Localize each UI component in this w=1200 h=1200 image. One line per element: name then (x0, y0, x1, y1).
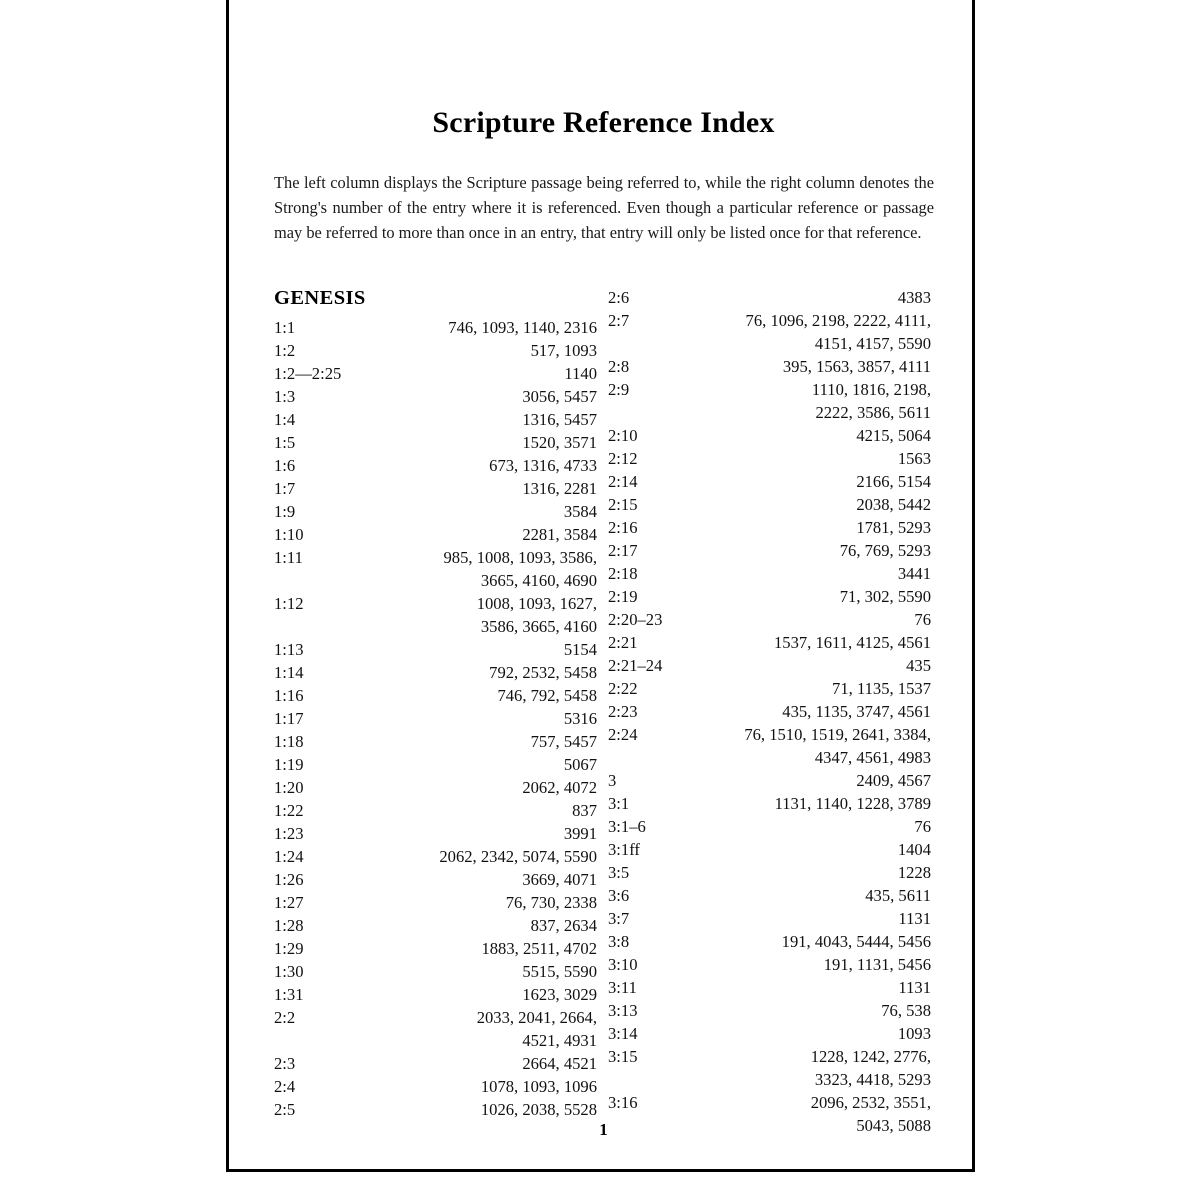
entry-strongs-numbers: 3056, 5457 (522, 387, 597, 406)
entry-strongs-numbers: 435, 5611 (865, 886, 931, 905)
entry-row (608, 861, 931, 884)
entry-row (608, 447, 931, 470)
entry-strongs-numbers: 395, 1563, 3857, 4111 (782, 357, 931, 376)
entry-strongs-numbers: 76 (914, 610, 931, 629)
entry-strongs-numbers: 1563 (897, 449, 931, 468)
entry-reference: 2:14 (608, 472, 638, 491)
entry-strongs-numbers: 191, 1131, 5456 (823, 955, 931, 974)
entry-row (274, 822, 597, 845)
entry-row (608, 539, 931, 562)
entry-strongs-numbers: 1228 (897, 863, 931, 882)
entry-strongs-numbers: 837 (572, 801, 597, 820)
entry-row (274, 707, 597, 730)
index-columns (229, 286, 978, 1135)
entry-row (274, 983, 597, 1006)
entry-strongs-numbers: 71, 302, 5590 (839, 587, 931, 606)
entry-strongs-numbers: 4215, 5064 (856, 426, 931, 445)
entry-strongs-numbers: 837, 2634 (530, 916, 597, 935)
entry-reference: 2:4 (274, 1077, 296, 1096)
entry-strongs-numbers: 1404 (897, 840, 931, 859)
entry-reference: 1:24 (274, 847, 304, 866)
entry-reference: 2:3 (274, 1054, 296, 1073)
entry-row (274, 316, 597, 339)
entry-row (608, 355, 931, 378)
entry-reference: 3:7 (608, 909, 630, 928)
entry-strongs-numbers: 3323, 4418, 5293 (814, 1070, 931, 1089)
entry-row (274, 937, 597, 960)
entry-strongs-numbers: 3669, 4071 (522, 870, 597, 889)
entry-strongs-numbers: 3665, 4160, 4690 (480, 571, 597, 590)
entry-row (274, 845, 597, 868)
entry-strongs-numbers: 757, 5457 (530, 732, 597, 751)
entry-strongs-numbers: 1078, 1093, 1096 (480, 1077, 597, 1096)
entry-row-continuation (274, 615, 597, 638)
entry-row (274, 684, 597, 707)
entry-reference: 3:11 (608, 978, 637, 997)
entry-row-continuation (274, 569, 597, 592)
entry-reference: 2:23 (608, 702, 638, 721)
entry-strongs-numbers: 76, 730, 2338 (505, 893, 597, 912)
page-frame (226, 0, 975, 1172)
entry-reference: 2:7 (608, 311, 630, 330)
entry-row (608, 769, 931, 792)
entry-reference: 1:5 (274, 433, 296, 452)
entry-reference: 3:1–6 (608, 817, 646, 836)
entry-reference: 1:2 (274, 341, 296, 360)
entry-strongs-numbers: 3441 (897, 564, 931, 583)
entry-strongs-numbers: 2281, 3584 (522, 525, 597, 544)
entry-strongs-numbers: 76, 1096, 2198, 2222, 4111, (745, 311, 931, 330)
entry-reference: 3:10 (608, 955, 638, 974)
entry-reference: 1:17 (274, 709, 304, 728)
entry-row (608, 838, 931, 861)
entry-reference: 2:19 (608, 587, 638, 606)
entry-row (608, 1045, 931, 1068)
entry-strongs-numbers: 3586, 3665, 4160 (480, 617, 597, 636)
entry-row (608, 907, 931, 930)
entry-row (274, 546, 597, 569)
entry-strongs-numbers: 1781, 5293 (856, 518, 931, 537)
entry-reference: 2:16 (608, 518, 638, 537)
entry-row (608, 700, 931, 723)
entry-strongs-numbers: 435 (906, 656, 931, 675)
entry-row (608, 286, 931, 309)
entry-reference: 2:15 (608, 495, 638, 514)
page-title: Scripture Reference Index (432, 106, 775, 139)
entry-reference: 2:21 (608, 633, 638, 652)
entry-strongs-numbers: 746, 1093, 1140, 2316 (448, 318, 597, 337)
entry-strongs-numbers: 76, 769, 5293 (839, 541, 931, 560)
page-content (229, 0, 972, 1169)
entry-row (274, 477, 597, 500)
entry-reference: 2:17 (608, 541, 638, 560)
entry-strongs-numbers: 4521, 4931 (522, 1031, 597, 1050)
entry-reference: 1:31 (274, 985, 304, 1004)
entry-reference: 1:28 (274, 916, 304, 935)
entry-row (608, 815, 931, 838)
entry-reference: 2:5 (274, 1100, 296, 1119)
entry-row (274, 868, 597, 891)
entry-row (274, 753, 597, 776)
entry-row (608, 677, 931, 700)
entry-row (608, 930, 931, 953)
intro-paragraph: The left column displays the Scripture passage being referred to, while the right column denotes the Strong's number of the entry where it is referenced. Even though a particular reference or passage may be referred to more than once in an entry, that entry will only be listed once for that reference. (274, 173, 934, 242)
entry-strongs-numbers: 5515, 5590 (522, 962, 597, 981)
entry-reference: 2:10 (608, 426, 638, 445)
entry-reference: 1:9 (274, 502, 296, 521)
book-heading-genesis: GENESIS (274, 287, 366, 309)
entry-reference: 1:2—2:25 (274, 364, 342, 383)
entry-reference: 1:20 (274, 778, 304, 797)
entry-reference: 2:18 (608, 564, 638, 583)
entry-reference: 1:3 (274, 387, 296, 406)
entry-row (274, 1098, 597, 1121)
entry-strongs-numbers: 435, 1135, 3747, 4561 (782, 702, 931, 721)
entry-reference: 1:12 (274, 594, 304, 613)
entry-strongs-numbers: 1623, 3029 (522, 985, 597, 1004)
entry-reference: 3:1ff (608, 840, 640, 859)
entry-strongs-numbers: 517, 1093 (530, 341, 597, 360)
entry-strongs-numbers: 5316 (563, 709, 597, 728)
entry-row (608, 1091, 931, 1114)
entry-row (274, 799, 597, 822)
entry-strongs-numbers: 1131 (898, 978, 931, 997)
entry-reference: 1:1 (274, 318, 296, 337)
entry-reference: 2:22 (608, 679, 638, 698)
entry-strongs-numbers: 1316, 5457 (522, 410, 597, 429)
entry-reference: 3:15 (608, 1047, 638, 1066)
entry-row (274, 408, 597, 431)
entry-row (608, 884, 931, 907)
entry-row (274, 891, 597, 914)
entry-reference: 3:5 (608, 863, 630, 882)
entry-reference: 3 (608, 771, 617, 790)
entry-strongs-numbers: 191, 4043, 5444, 5456 (781, 932, 931, 951)
entry-strongs-numbers: 2409, 4567 (856, 771, 931, 790)
entry-row (608, 999, 931, 1022)
entry-strongs-numbers: 1008, 1093, 1627, (476, 594, 597, 613)
entry-row (608, 424, 931, 447)
entry-row (608, 1022, 931, 1045)
entry-reference: 1:10 (274, 525, 304, 544)
entry-row (608, 608, 931, 631)
entry-row (274, 385, 597, 408)
entry-strongs-numbers: 1316, 2281 (522, 479, 597, 498)
entry-reference: 3:16 (608, 1093, 638, 1112)
entry-row-continuation (608, 332, 931, 355)
entry-reference: 1:29 (274, 939, 304, 958)
index-column-right (608, 286, 931, 1135)
entry-strongs-numbers: 3584 (563, 502, 597, 521)
entry-row (608, 976, 931, 999)
entry-reference: 1:4 (274, 410, 296, 429)
entry-row (274, 431, 597, 454)
entry-row (608, 470, 931, 493)
entry-reference: 1:6 (274, 456, 296, 475)
entry-reference: 2:21–24 (608, 656, 663, 675)
entry-row (274, 914, 597, 937)
entry-reference: 2:12 (608, 449, 638, 468)
entry-row (274, 592, 597, 615)
entry-reference: 1:14 (274, 663, 304, 682)
entry-reference: 3:8 (608, 932, 630, 951)
entry-list-left (274, 316, 597, 1121)
entry-reference: 1:13 (274, 640, 304, 659)
entry-row (274, 776, 597, 799)
entry-reference: 3:1 (608, 794, 630, 813)
entry-reference: 1:11 (274, 548, 303, 567)
entry-strongs-numbers: 1131, 1140, 1228, 3789 (774, 794, 931, 813)
entry-strongs-numbers: 71, 1135, 1537 (832, 679, 931, 698)
entry-strongs-numbers: 1131 (898, 909, 931, 928)
entry-row-continuation (608, 401, 931, 424)
entry-strongs-numbers: 1140 (564, 364, 597, 383)
entry-row (608, 953, 931, 976)
entry-strongs-numbers: 76 (914, 817, 931, 836)
entry-row-continuation (274, 1029, 597, 1052)
entry-row (608, 516, 931, 539)
entry-strongs-numbers: 1520, 3571 (522, 433, 597, 452)
entry-row (608, 562, 931, 585)
entry-strongs-numbers: 5067 (563, 755, 597, 774)
entry-row (274, 362, 597, 385)
entry-reference: 1:26 (274, 870, 304, 889)
entry-strongs-numbers: 2166, 5154 (856, 472, 931, 491)
entry-reference: 3:6 (608, 886, 630, 905)
entry-row (608, 493, 931, 516)
entry-row (274, 339, 597, 362)
entry-reference: 1:19 (274, 755, 304, 774)
entry-reference: 2:20–23 (608, 610, 663, 629)
entry-row (608, 585, 931, 608)
entry-strongs-numbers: 5154 (563, 640, 597, 659)
entry-row (608, 654, 931, 677)
entry-strongs-numbers: 746, 792, 5458 (497, 686, 597, 705)
entry-row (608, 723, 931, 746)
entry-strongs-numbers: 4347, 4561, 4983 (814, 748, 931, 767)
entry-reference: 1:16 (274, 686, 304, 705)
entry-row (608, 309, 931, 332)
entry-reference: 1:27 (274, 893, 304, 912)
entry-strongs-numbers: 2222, 3586, 5611 (815, 403, 931, 422)
entry-row (274, 1052, 597, 1075)
entry-strongs-numbers: 76, 1510, 1519, 2641, 3384, (744, 725, 931, 744)
entry-reference: 2:2 (274, 1008, 296, 1027)
entry-strongs-numbers: 4151, 4157, 5590 (814, 334, 931, 353)
entry-strongs-numbers: 1537, 1611, 4125, 4561 (773, 633, 931, 652)
entry-strongs-numbers: 673, 1316, 4733 (489, 456, 597, 475)
entry-reference: 1:7 (274, 479, 296, 498)
entry-reference: 2:6 (608, 288, 630, 307)
entry-strongs-numbers: 1883, 2511, 4702 (481, 939, 597, 958)
entry-row (274, 1075, 597, 1098)
entry-row (274, 960, 597, 983)
entry-row (608, 792, 931, 815)
entry-reference: 2:8 (608, 357, 630, 376)
entry-row (274, 638, 597, 661)
entry-strongs-numbers: 985, 1008, 1093, 3586, (443, 548, 597, 567)
entry-row (274, 523, 597, 546)
entry-row-continuation (608, 1068, 931, 1091)
entry-row (274, 454, 597, 477)
entry-strongs-numbers: 1026, 2038, 5528 (480, 1100, 597, 1119)
entry-reference: 3:14 (608, 1024, 638, 1043)
entry-strongs-numbers: 2033, 2041, 2664, (476, 1008, 597, 1027)
entry-strongs-numbers: 1093 (897, 1024, 931, 1043)
entry-strongs-numbers: 2062, 2342, 5074, 5590 (439, 847, 597, 866)
entry-strongs-numbers: 1110, 1816, 2198, (811, 380, 931, 399)
entry-strongs-numbers: 5043, 5088 (856, 1116, 931, 1135)
entry-reference: 1:18 (274, 732, 304, 751)
entry-reference: 2:24 (608, 725, 638, 744)
entry-strongs-numbers: 3991 (563, 824, 597, 843)
entry-strongs-numbers: 792, 2532, 5458 (489, 663, 597, 682)
entry-reference: 2:9 (608, 380, 630, 399)
entry-strongs-numbers: 2038, 5442 (856, 495, 931, 514)
entry-strongs-numbers: 2664, 4521 (522, 1054, 597, 1073)
entry-list-right (608, 286, 931, 1137)
entry-row (274, 661, 597, 684)
entry-strongs-numbers: 2096, 2532, 3551, (810, 1093, 931, 1112)
entry-row (274, 500, 597, 523)
entry-row (274, 730, 597, 753)
entry-reference: 1:30 (274, 962, 304, 981)
entry-reference: 1:22 (274, 801, 304, 820)
entry-reference: 1:23 (274, 824, 304, 843)
entry-row (274, 1006, 597, 1029)
index-column-left (274, 286, 597, 1119)
entry-row (608, 378, 931, 401)
entry-reference: 3:13 (608, 1001, 638, 1020)
entry-strongs-numbers: 1228, 1242, 2776, (810, 1047, 931, 1066)
entry-row (608, 631, 931, 654)
entry-strongs-numbers: 4383 (897, 288, 931, 307)
entry-strongs-numbers: 2062, 4072 (522, 778, 597, 797)
page-number: 1 (599, 1120, 608, 1139)
entry-strongs-numbers: 76, 538 (881, 1001, 931, 1020)
entry-row-continuation (608, 746, 931, 769)
